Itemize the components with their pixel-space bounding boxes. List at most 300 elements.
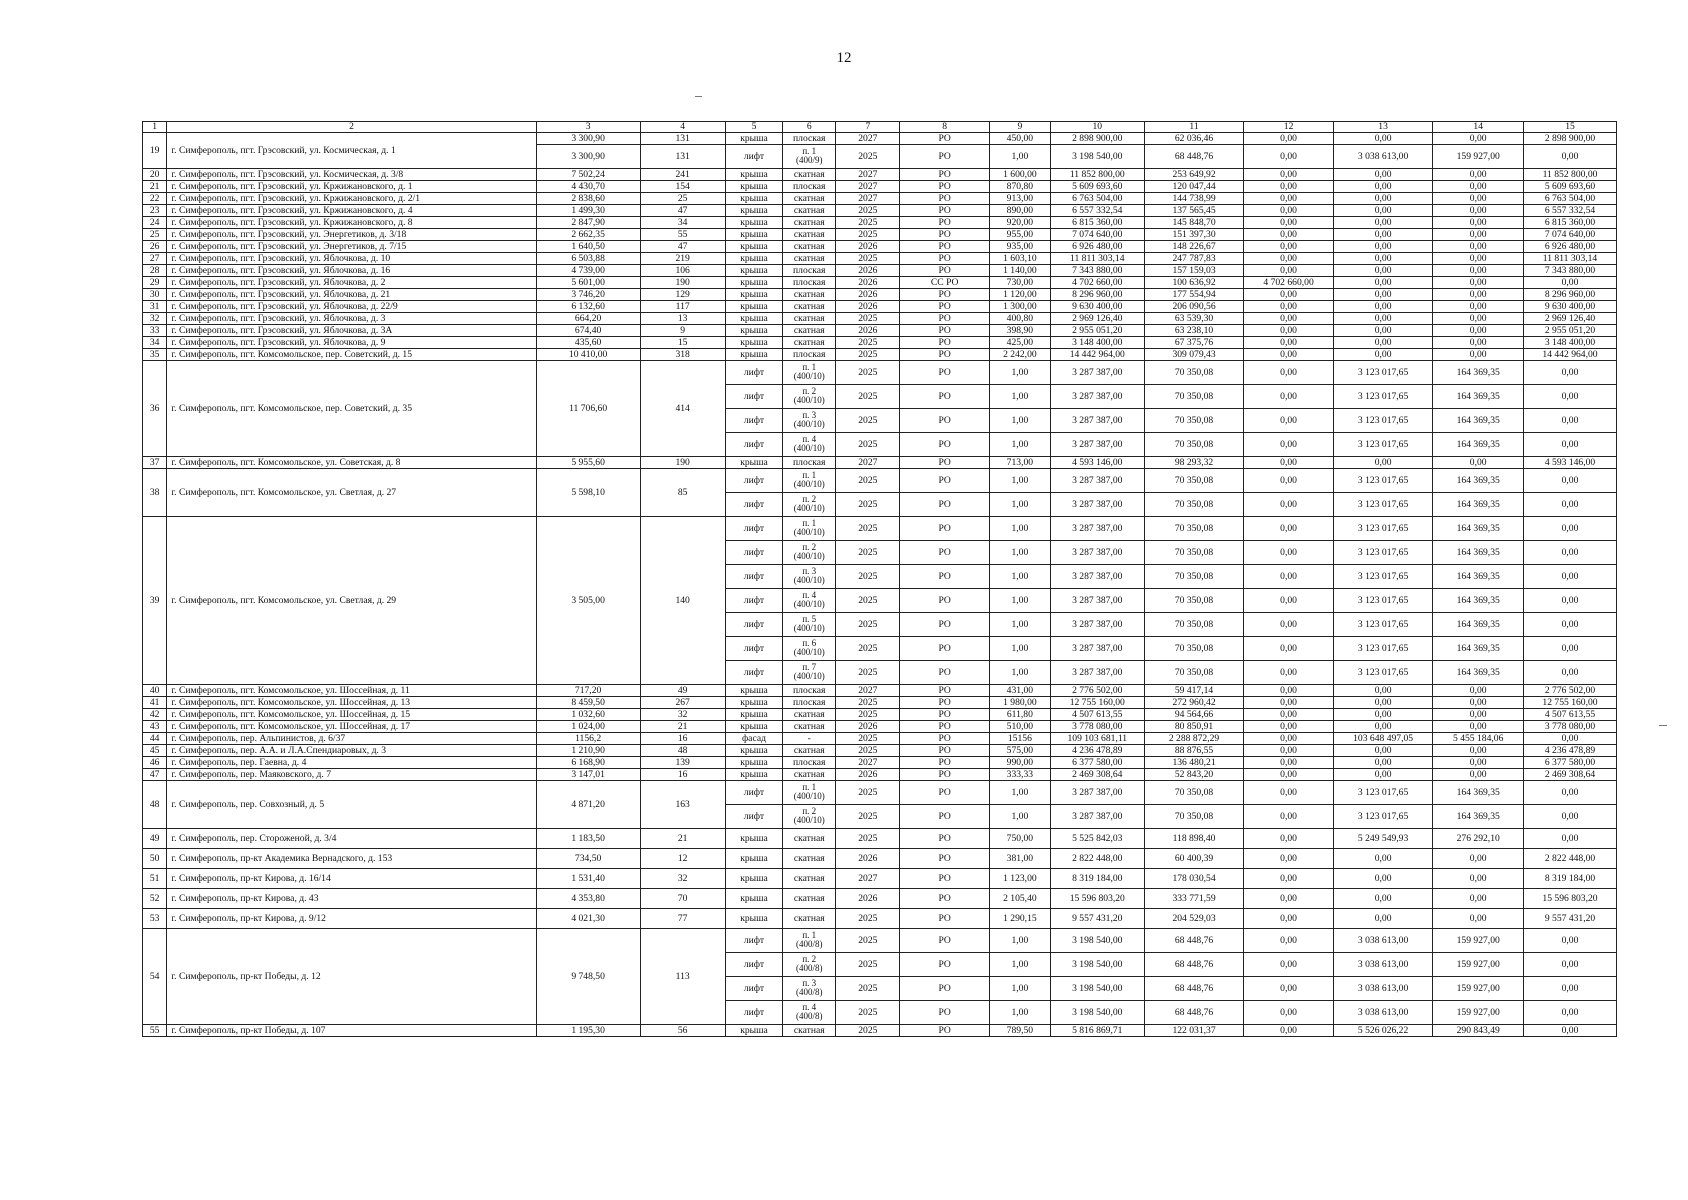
year-cell: 2025 (836, 313, 900, 325)
fund-ro-cell: 0,00 (1524, 829, 1617, 849)
work-detail-cell: скатная (783, 869, 836, 889)
fund-budget-cell: 0,00 (1333, 169, 1433, 181)
cost-cell: 6 926 480,00 (1050, 241, 1144, 253)
cost-cell: 3 287 387,00 (1050, 541, 1144, 565)
row-number-cell: 42 (143, 709, 167, 721)
fund-budget-cell: 0,00 (1333, 757, 1433, 769)
column-number-cell: 1 (143, 122, 167, 133)
residents-cell: 163 (640, 781, 725, 829)
cost-per-m2-cell: 52 843,20 (1144, 769, 1244, 781)
cost-per-m2-cell: 98 293,32 (1144, 457, 1244, 469)
funding-cell: РО (900, 709, 990, 721)
fund-ss-cell: 0,00 (1244, 721, 1334, 733)
funding-cell: РО (900, 493, 990, 517)
fund-ro-cell: 4 236 478,89 (1524, 745, 1617, 757)
address-cell: г. Симферополь, пгт. Грэсовский, ул. Яблочкова, д. 21 (167, 289, 536, 301)
work-detail-cell: скатная (783, 709, 836, 721)
funding-cell: РО (900, 301, 990, 313)
address-cell: г. Симферополь, пгт. Грэсовский, ул. Кржижановского, д. 1 (167, 181, 536, 193)
cost-cell: 3 198 540,00 (1050, 145, 1144, 169)
area-cell: 2 662,35 (536, 229, 640, 241)
fund-ss-cell: 0,00 (1244, 1025, 1334, 1037)
cost-cell: 2 822 448,00 (1050, 849, 1144, 869)
fund-ro-cell: 0,00 (1524, 589, 1617, 613)
column-number-cell: 12 (1244, 122, 1334, 133)
fund-ro-cell: 0,00 (1524, 637, 1617, 661)
volume-cell: 713,00 (989, 457, 1050, 469)
row-number-cell: 34 (143, 337, 167, 349)
row-number-cell: 51 (143, 869, 167, 889)
year-cell: 2025 (836, 709, 900, 721)
address-cell: г. Симферополь, пгт. Грэсовский, ул. Яблочкова, д. 16 (167, 265, 536, 277)
address-cell: г. Симферополь, пгт. Грэсовский, ул. Энергетиков, д. 3/18 (167, 229, 536, 241)
work-detail-cell: скатная (783, 769, 836, 781)
cost-per-m2-cell: 70 350,08 (1144, 805, 1244, 829)
fund-owners-cell: 0,00 (1433, 685, 1524, 697)
funding-cell: РО (900, 433, 990, 457)
work-detail-cell: п. 1 (400/10) (783, 361, 836, 385)
address-cell: г. Симферополь, пер. А.А. и Л.А.Спендиаровых, д. 3 (167, 745, 536, 757)
table-row (143, 889, 1617, 909)
fund-owners-cell: 164 369,35 (1433, 385, 1524, 409)
table-row (143, 313, 1617, 325)
work-type-cell: лифт (725, 565, 783, 589)
table-row (143, 181, 1617, 193)
cost-cell: 3 287 387,00 (1050, 781, 1144, 805)
year-cell: 2026 (836, 325, 900, 337)
fund-ro-cell: 0,00 (1524, 733, 1617, 745)
table-row (143, 169, 1617, 181)
table-row (143, 241, 1617, 253)
cost-per-m2-cell: 70 350,08 (1144, 493, 1244, 517)
fund-ss-cell: 0,00 (1244, 517, 1334, 541)
table-row (143, 457, 1617, 469)
row-number-cell: 33 (143, 325, 167, 337)
cost-per-m2-cell: 333 771,59 (1144, 889, 1244, 909)
fund-ro-cell: 6 815 360,00 (1524, 217, 1617, 229)
fund-owners-cell: 164 369,35 (1433, 565, 1524, 589)
fund-ro-cell: 0,00 (1524, 661, 1617, 685)
cost-cell: 4 702 660,00 (1050, 277, 1144, 289)
fund-ss-cell: 0,00 (1244, 289, 1334, 301)
fund-owners-cell: 290 843,49 (1433, 1025, 1524, 1037)
fund-ro-cell: 0,00 (1524, 517, 1617, 541)
cost-cell: 6 763 504,00 (1050, 193, 1144, 205)
residents-cell: 154 (640, 181, 725, 193)
fund-ss-cell: 0,00 (1244, 169, 1334, 181)
year-cell: 2025 (836, 433, 900, 457)
table-row (143, 229, 1617, 241)
year-cell: 2025 (836, 745, 900, 757)
funding-cell: РО (900, 977, 990, 1001)
funding-cell: РО (900, 181, 990, 193)
row-number-cell: 32 (143, 313, 167, 325)
year-cell: 2026 (836, 301, 900, 313)
cost-per-m2-cell: 80 850,91 (1144, 721, 1244, 733)
fund-budget-cell: 0,00 (1333, 253, 1433, 265)
fund-ro-cell: 0,00 (1524, 277, 1617, 289)
address-cell: г. Симферополь, пгт. Грэсовский, ул. Яблочкова, д. 2 (167, 277, 536, 289)
fund-budget-cell: 0,00 (1333, 457, 1433, 469)
volume-cell: 450,00 (989, 133, 1050, 145)
cost-per-m2-cell: 70 350,08 (1144, 517, 1244, 541)
work-detail-cell: скатная (783, 721, 836, 733)
work-detail-cell: скатная (783, 253, 836, 265)
address-cell: г. Симферополь, пгт. Грэсовский, ул. Яблочкова, д. 22/9 (167, 301, 536, 313)
fund-owners-cell: 0,00 (1433, 757, 1524, 769)
cost-cell: 3 198 540,00 (1050, 929, 1144, 953)
fund-owners-cell: 164 369,35 (1433, 613, 1524, 637)
work-type-cell: крыша (725, 265, 783, 277)
residents-cell: 129 (640, 289, 725, 301)
volume-cell: 890,00 (989, 205, 1050, 217)
volume-cell: 431,00 (989, 685, 1050, 697)
fund-ro-cell: 2 469 308,64 (1524, 769, 1617, 781)
fund-owners-cell: 0,00 (1433, 289, 1524, 301)
work-type-cell: лифт (725, 1001, 783, 1025)
funding-cell: РО (900, 145, 990, 169)
column-number-cell: 6 (783, 122, 836, 133)
funding-cell: РО (900, 889, 990, 909)
fund-budget-cell: 0,00 (1333, 745, 1433, 757)
fund-ro-cell: 12 755 160,00 (1524, 697, 1617, 709)
fund-budget-cell: 0,00 (1333, 909, 1433, 929)
fund-owners-cell: 159 927,00 (1433, 145, 1524, 169)
funding-cell: РО (900, 733, 990, 745)
fund-ro-cell: 7 074 640,00 (1524, 229, 1617, 241)
address-cell: г. Симферополь, пер. Гаевна, д. 4 (167, 757, 536, 769)
residents-cell: 414 (640, 361, 725, 457)
table-row (143, 253, 1617, 265)
fund-ss-cell: 0,00 (1244, 757, 1334, 769)
volume-cell: 2 105,40 (989, 889, 1050, 909)
fund-ro-cell: 0,00 (1524, 409, 1617, 433)
cost-per-m2-cell: 118 898,40 (1144, 829, 1244, 849)
fund-budget-cell: 3 123 017,65 (1333, 613, 1433, 637)
cost-cell: 14 442 964,00 (1050, 349, 1144, 361)
volume-cell: 1,00 (989, 589, 1050, 613)
work-detail-cell: плоская (783, 757, 836, 769)
year-cell: 2026 (836, 289, 900, 301)
work-type-cell: лифт (725, 953, 783, 977)
work-type-cell: лифт (725, 805, 783, 829)
address-cell: г. Симферополь, пгт. Грэсовский, ул. Яблочкова, д. 9 (167, 337, 536, 349)
work-detail-cell: п. 3 (400/8) (783, 977, 836, 1001)
row-number-cell: 35 (143, 349, 167, 361)
cost-per-m2-cell: 70 350,08 (1144, 469, 1244, 493)
column-number-cell: 5 (725, 122, 783, 133)
fund-ro-cell: 6 377 580,00 (1524, 757, 1617, 769)
funding-cell: РО (900, 637, 990, 661)
row-number-cell: 52 (143, 889, 167, 909)
cost-cell: 3 287 387,00 (1050, 433, 1144, 457)
area-cell: 1 531,40 (536, 869, 640, 889)
year-cell: 2027 (836, 133, 900, 145)
address-cell: г. Симферополь, пер. Альпинистов, д. 6/37 (167, 733, 536, 745)
table-row (143, 289, 1617, 301)
year-cell: 2025 (836, 661, 900, 685)
funding-cell: РО (900, 325, 990, 337)
funding-cell: РО (900, 193, 990, 205)
residents-cell: 219 (640, 253, 725, 265)
fund-budget-cell: 3 123 017,65 (1333, 565, 1433, 589)
fund-owners-cell: 0,00 (1433, 325, 1524, 337)
work-type-cell: крыша (725, 277, 783, 289)
funding-cell: РО (900, 409, 990, 433)
cost-cell: 3 287 387,00 (1050, 637, 1144, 661)
fund-ro-cell: 0,00 (1524, 385, 1617, 409)
fund-ro-cell: 2 955 051,20 (1524, 325, 1617, 337)
area-cell: 5 598,10 (536, 469, 640, 517)
volume-cell: 1,00 (989, 661, 1050, 685)
year-cell: 2025 (836, 541, 900, 565)
work-detail-cell: скатная (783, 337, 836, 349)
fund-budget-cell: 0,00 (1333, 301, 1433, 313)
fund-owners-cell: 5 455 184,06 (1433, 733, 1524, 745)
row-number-cell: 49 (143, 829, 167, 849)
fund-ss-cell: 0,00 (1244, 493, 1334, 517)
row-number-cell: 31 (143, 301, 167, 313)
residents-cell: 47 (640, 241, 725, 253)
table-row (143, 685, 1617, 697)
year-cell: 2025 (836, 953, 900, 977)
fund-ss-cell: 0,00 (1244, 253, 1334, 265)
cost-per-m2-cell: 100 636,92 (1144, 277, 1244, 289)
cost-cell: 11 852 800,00 (1050, 169, 1144, 181)
cost-cell: 4 593 146,00 (1050, 457, 1144, 469)
funding-cell: РО (900, 849, 990, 869)
fund-owners-cell: 0,00 (1433, 745, 1524, 757)
row-number-cell: 54 (143, 929, 167, 1025)
residents-cell: 9 (640, 325, 725, 337)
year-cell: 2025 (836, 385, 900, 409)
table-row (143, 769, 1617, 781)
funding-cell: РО (900, 517, 990, 541)
funding-cell: РО (900, 205, 990, 217)
area-cell: 3 300,90 (536, 145, 640, 169)
funding-cell: РО (900, 469, 990, 493)
fund-ss-cell: 0,00 (1244, 637, 1334, 661)
fund-ss-cell: 0,00 (1244, 385, 1334, 409)
residents-cell: 131 (640, 145, 725, 169)
work-type-cell: крыша (725, 205, 783, 217)
cost-cell: 3 287 387,00 (1050, 385, 1144, 409)
volume-cell: 1,00 (989, 469, 1050, 493)
funding-cell: РО (900, 697, 990, 709)
cost-per-m2-cell: 68 448,76 (1144, 145, 1244, 169)
volume-cell: 1,00 (989, 517, 1050, 541)
volume-cell: 920,00 (989, 217, 1050, 229)
funding-cell: РО (900, 1001, 990, 1025)
volume-cell: 789,50 (989, 1025, 1050, 1037)
work-type-cell: крыша (725, 229, 783, 241)
address-cell: г. Симферополь, пер. Совхозный, д. 5 (167, 781, 536, 829)
column-number-cell: 3 (536, 122, 640, 133)
column-number-cell: 14 (1433, 122, 1524, 133)
address-cell: г. Симферополь, пер. Стороженой, д. 3/4 (167, 829, 536, 849)
fund-ro-cell: 9 557 431,20 (1524, 909, 1617, 929)
cost-per-m2-cell: 144 738,99 (1144, 193, 1244, 205)
funding-cell: РО (900, 769, 990, 781)
funding-cell: РО (900, 829, 990, 849)
work-type-cell: крыша (725, 457, 783, 469)
area-cell: 5 955,60 (536, 457, 640, 469)
fund-budget-cell: 3 123 017,65 (1333, 469, 1433, 493)
work-type-cell: лифт (725, 637, 783, 661)
fund-owners-cell: 0,00 (1433, 313, 1524, 325)
residents-cell: 21 (640, 829, 725, 849)
cost-per-m2-cell: 145 848,70 (1144, 217, 1244, 229)
volume-cell: 1,00 (989, 541, 1050, 565)
table-row (143, 757, 1617, 769)
area-cell: 10 410,00 (536, 349, 640, 361)
residents-cell: 15 (640, 337, 725, 349)
fund-ro-cell: 5 609 693,60 (1524, 181, 1617, 193)
residents-cell: 34 (640, 217, 725, 229)
address-cell: г. Симферополь, пгт. Комсомольское, ул. Шоссейная, д. 13 (167, 697, 536, 709)
fund-budget-cell: 0,00 (1333, 217, 1433, 229)
work-detail-cell: скатная (783, 909, 836, 929)
fund-owners-cell: 0,00 (1433, 457, 1524, 469)
work-detail-cell: плоская (783, 697, 836, 709)
row-number-cell: 36 (143, 361, 167, 457)
work-type-cell: крыша (725, 709, 783, 721)
fund-ro-cell: 6 926 480,00 (1524, 241, 1617, 253)
column-number-cell: 13 (1333, 122, 1433, 133)
area-cell: 4 430,70 (536, 181, 640, 193)
fund-ss-cell: 4 702 660,00 (1244, 277, 1334, 289)
funding-cell: РО (900, 337, 990, 349)
funding-cell: РО (900, 781, 990, 805)
work-detail-cell: п. 2 (400/10) (783, 493, 836, 517)
work-detail-cell: - (783, 733, 836, 745)
work-type-cell: крыша (725, 849, 783, 869)
funding-cell: РО (900, 909, 990, 929)
funding-cell: РО (900, 953, 990, 977)
fund-owners-cell: 159 927,00 (1433, 1001, 1524, 1025)
volume-cell: 611,80 (989, 709, 1050, 721)
fund-owners-cell: 164 369,35 (1433, 541, 1524, 565)
address-cell: г. Симферополь, пр-кт Победы, д. 107 (167, 1025, 536, 1037)
year-cell: 2025 (836, 589, 900, 613)
fund-budget-cell: 0,00 (1333, 205, 1433, 217)
residents-cell: 56 (640, 1025, 725, 1037)
table-row (143, 721, 1617, 733)
fund-ro-cell: 0,00 (1524, 805, 1617, 829)
fund-budget-cell: 0,00 (1333, 277, 1433, 289)
fund-ss-cell: 0,00 (1244, 145, 1334, 169)
row-number-cell: 47 (143, 769, 167, 781)
funding-cell: РО (900, 349, 990, 361)
fund-budget-cell: 0,00 (1333, 869, 1433, 889)
work-detail-cell: плоская (783, 685, 836, 697)
cost-cell: 3 287 387,00 (1050, 469, 1144, 493)
volume-cell: 1,00 (989, 145, 1050, 169)
work-detail-cell: скатная (783, 193, 836, 205)
fund-ro-cell: 2 822 448,00 (1524, 849, 1617, 869)
residents-cell: 241 (640, 169, 725, 181)
volume-cell: 398,90 (989, 325, 1050, 337)
fund-budget-cell: 3 123 017,65 (1333, 493, 1433, 517)
cost-cell: 3 287 387,00 (1050, 589, 1144, 613)
work-type-cell: крыша (725, 1025, 783, 1037)
fund-ss-cell: 0,00 (1244, 889, 1334, 909)
volume-cell: 1 290,15 (989, 909, 1050, 929)
year-cell: 2026 (836, 769, 900, 781)
volume-cell: 935,00 (989, 241, 1050, 253)
area-cell: 3 147,01 (536, 769, 640, 781)
residents-cell: 139 (640, 757, 725, 769)
year-cell: 2026 (836, 241, 900, 253)
row-number-cell: 41 (143, 697, 167, 709)
area-cell: 2 847,90 (536, 217, 640, 229)
cost-cell: 2 898 900,00 (1050, 133, 1144, 145)
year-cell: 2025 (836, 229, 900, 241)
residents-cell: 47 (640, 205, 725, 217)
work-type-cell: лифт (725, 493, 783, 517)
funding-cell: РО (900, 313, 990, 325)
fund-budget-cell: 0,00 (1333, 229, 1433, 241)
volume-cell: 381,00 (989, 849, 1050, 869)
cost-cell: 4 236 478,89 (1050, 745, 1144, 757)
fund-ro-cell: 0,00 (1524, 469, 1617, 493)
fund-ss-cell: 0,00 (1244, 241, 1334, 253)
capital-repair-register-table (142, 121, 1617, 1037)
address-cell: г. Симферополь, пгт. Комсомольское, пер. Советский, д. 15 (167, 349, 536, 361)
cost-per-m2-cell: 2 288 872,29 (1144, 733, 1244, 745)
fund-budget-cell: 3 123 017,65 (1333, 361, 1433, 385)
year-cell: 2025 (836, 205, 900, 217)
area-cell: 8 459,50 (536, 697, 640, 709)
fund-ro-cell: 4 593 146,00 (1524, 457, 1617, 469)
fund-ss-cell: 0,00 (1244, 613, 1334, 637)
work-detail-cell: п. 4 (400/10) (783, 433, 836, 457)
cost-per-m2-cell: 148 226,67 (1144, 241, 1244, 253)
funding-cell: РО (900, 1025, 990, 1037)
work-type-cell: крыша (725, 133, 783, 145)
cost-per-m2-cell: 88 876,55 (1144, 745, 1244, 757)
row-number-cell: 24 (143, 217, 167, 229)
address-cell: г. Симферополь, пр-кт Кирова, д. 9/12 (167, 909, 536, 929)
fund-budget-cell: 3 123 017,65 (1333, 781, 1433, 805)
year-cell: 2025 (836, 805, 900, 829)
area-cell: 9 748,50 (536, 929, 640, 1025)
year-cell: 2026 (836, 889, 900, 909)
table-row (143, 337, 1617, 349)
fund-budget-cell: 3 123 017,65 (1333, 517, 1433, 541)
cost-per-m2-cell: 70 350,08 (1144, 637, 1244, 661)
volume-cell: 913,00 (989, 193, 1050, 205)
cost-per-m2-cell: 120 047,44 (1144, 181, 1244, 193)
cost-per-m2-cell: 70 350,08 (1144, 613, 1244, 637)
address-cell: г. Симферополь, пгт. Комсомольское, пер. Советский, д. 35 (167, 361, 536, 457)
work-type-cell: крыша (725, 349, 783, 361)
cost-per-m2-cell: 70 350,08 (1144, 433, 1244, 457)
cost-per-m2-cell: 68 448,76 (1144, 1001, 1244, 1025)
fund-budget-cell: 0,00 (1333, 133, 1433, 145)
work-detail-cell: п. 7 (400/10) (783, 661, 836, 685)
fund-budget-cell: 0,00 (1333, 313, 1433, 325)
fund-ss-cell: 0,00 (1244, 829, 1334, 849)
fund-owners-cell: 159 927,00 (1433, 953, 1524, 977)
fund-ro-cell: 11 811 303,14 (1524, 253, 1617, 265)
fund-budget-cell: 0,00 (1333, 289, 1433, 301)
row-number-cell: 46 (143, 757, 167, 769)
fund-budget-cell: 0,00 (1333, 325, 1433, 337)
volume-cell: 730,00 (989, 277, 1050, 289)
residents-cell: 13 (640, 313, 725, 325)
fund-owners-cell: 164 369,35 (1433, 661, 1524, 685)
